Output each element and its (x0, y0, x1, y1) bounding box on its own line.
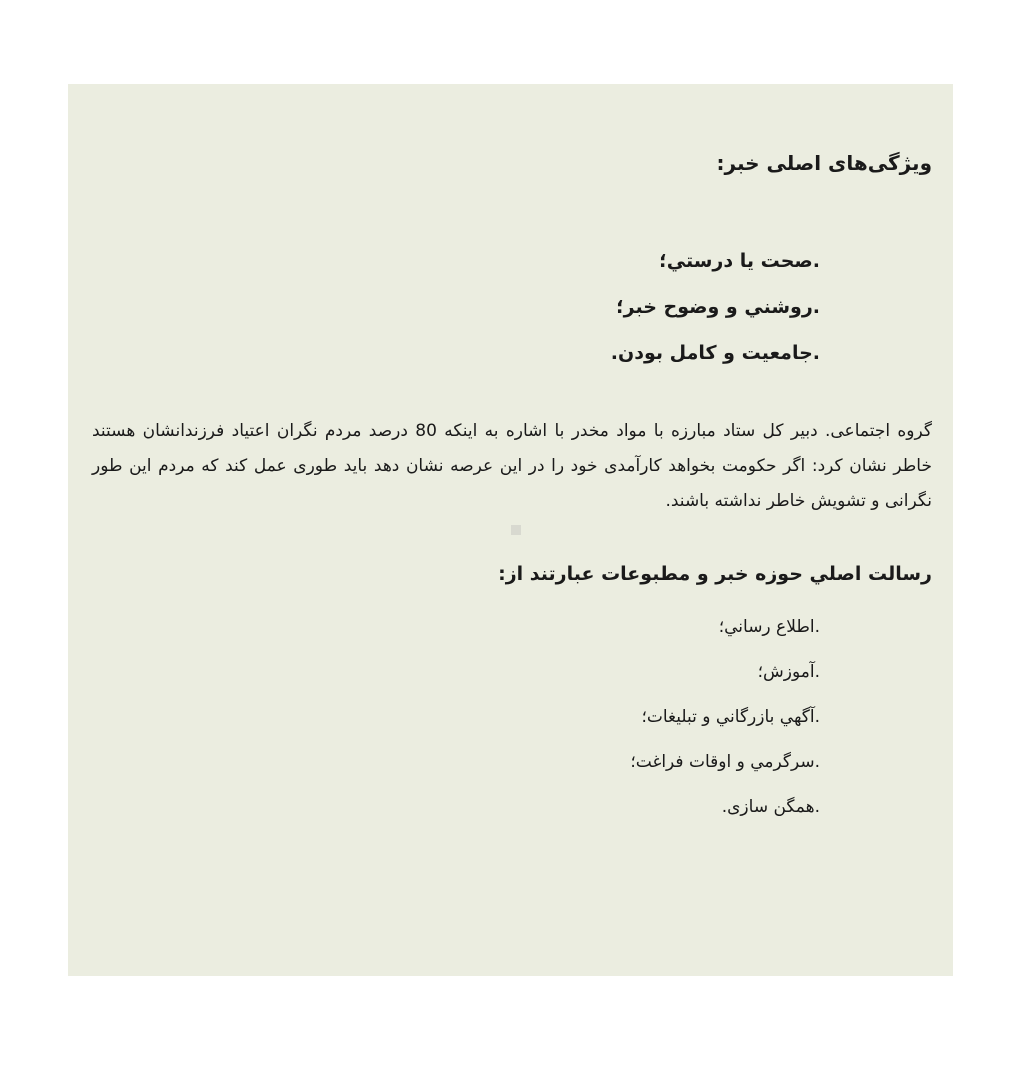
list-item: .آموزش؛ (757, 662, 820, 682)
news-features-list (611, 242, 820, 380)
section-heading-news-features: ویژگی‌های اصلی خبر: (716, 151, 932, 175)
small-square-mark (511, 525, 521, 535)
list-item: .آگهي بازرگاني و تبليغات؛ (641, 707, 820, 727)
list-item: .اطلاع رساني؛ (718, 617, 820, 637)
news-paragraph: گروه اجتماعی. دبیر کل ستاد مبارزه با مواد مخدر با اشاره به اینکه 80 درصد مردم نگران اعتیاد فرزندانشان هستند خاطر نشان کرد: اگر حکومت بخواهد کارآمدی خود را در این عرصه نشان دهد باید طوری عمل کند که مردم این طور نگرانی و تشویش خاطر نداشته باشند. (92, 421, 932, 511)
press-mission-list (630, 607, 820, 832)
list-item: .همگن سازی. (721, 797, 820, 817)
list-item: .صحت یا درستي؛ (659, 250, 820, 272)
list-item: .جامعیت و کامل بودن. (610, 342, 820, 364)
list-item: .سرگرمي و اوقات فراغت؛ (630, 752, 820, 772)
list-item: .روشني و وضوح خبر؛ (616, 296, 820, 318)
section-heading-press-mission: رسالت اصلي حوزه خبر و مطبوعات عبارتند از: (498, 563, 932, 585)
